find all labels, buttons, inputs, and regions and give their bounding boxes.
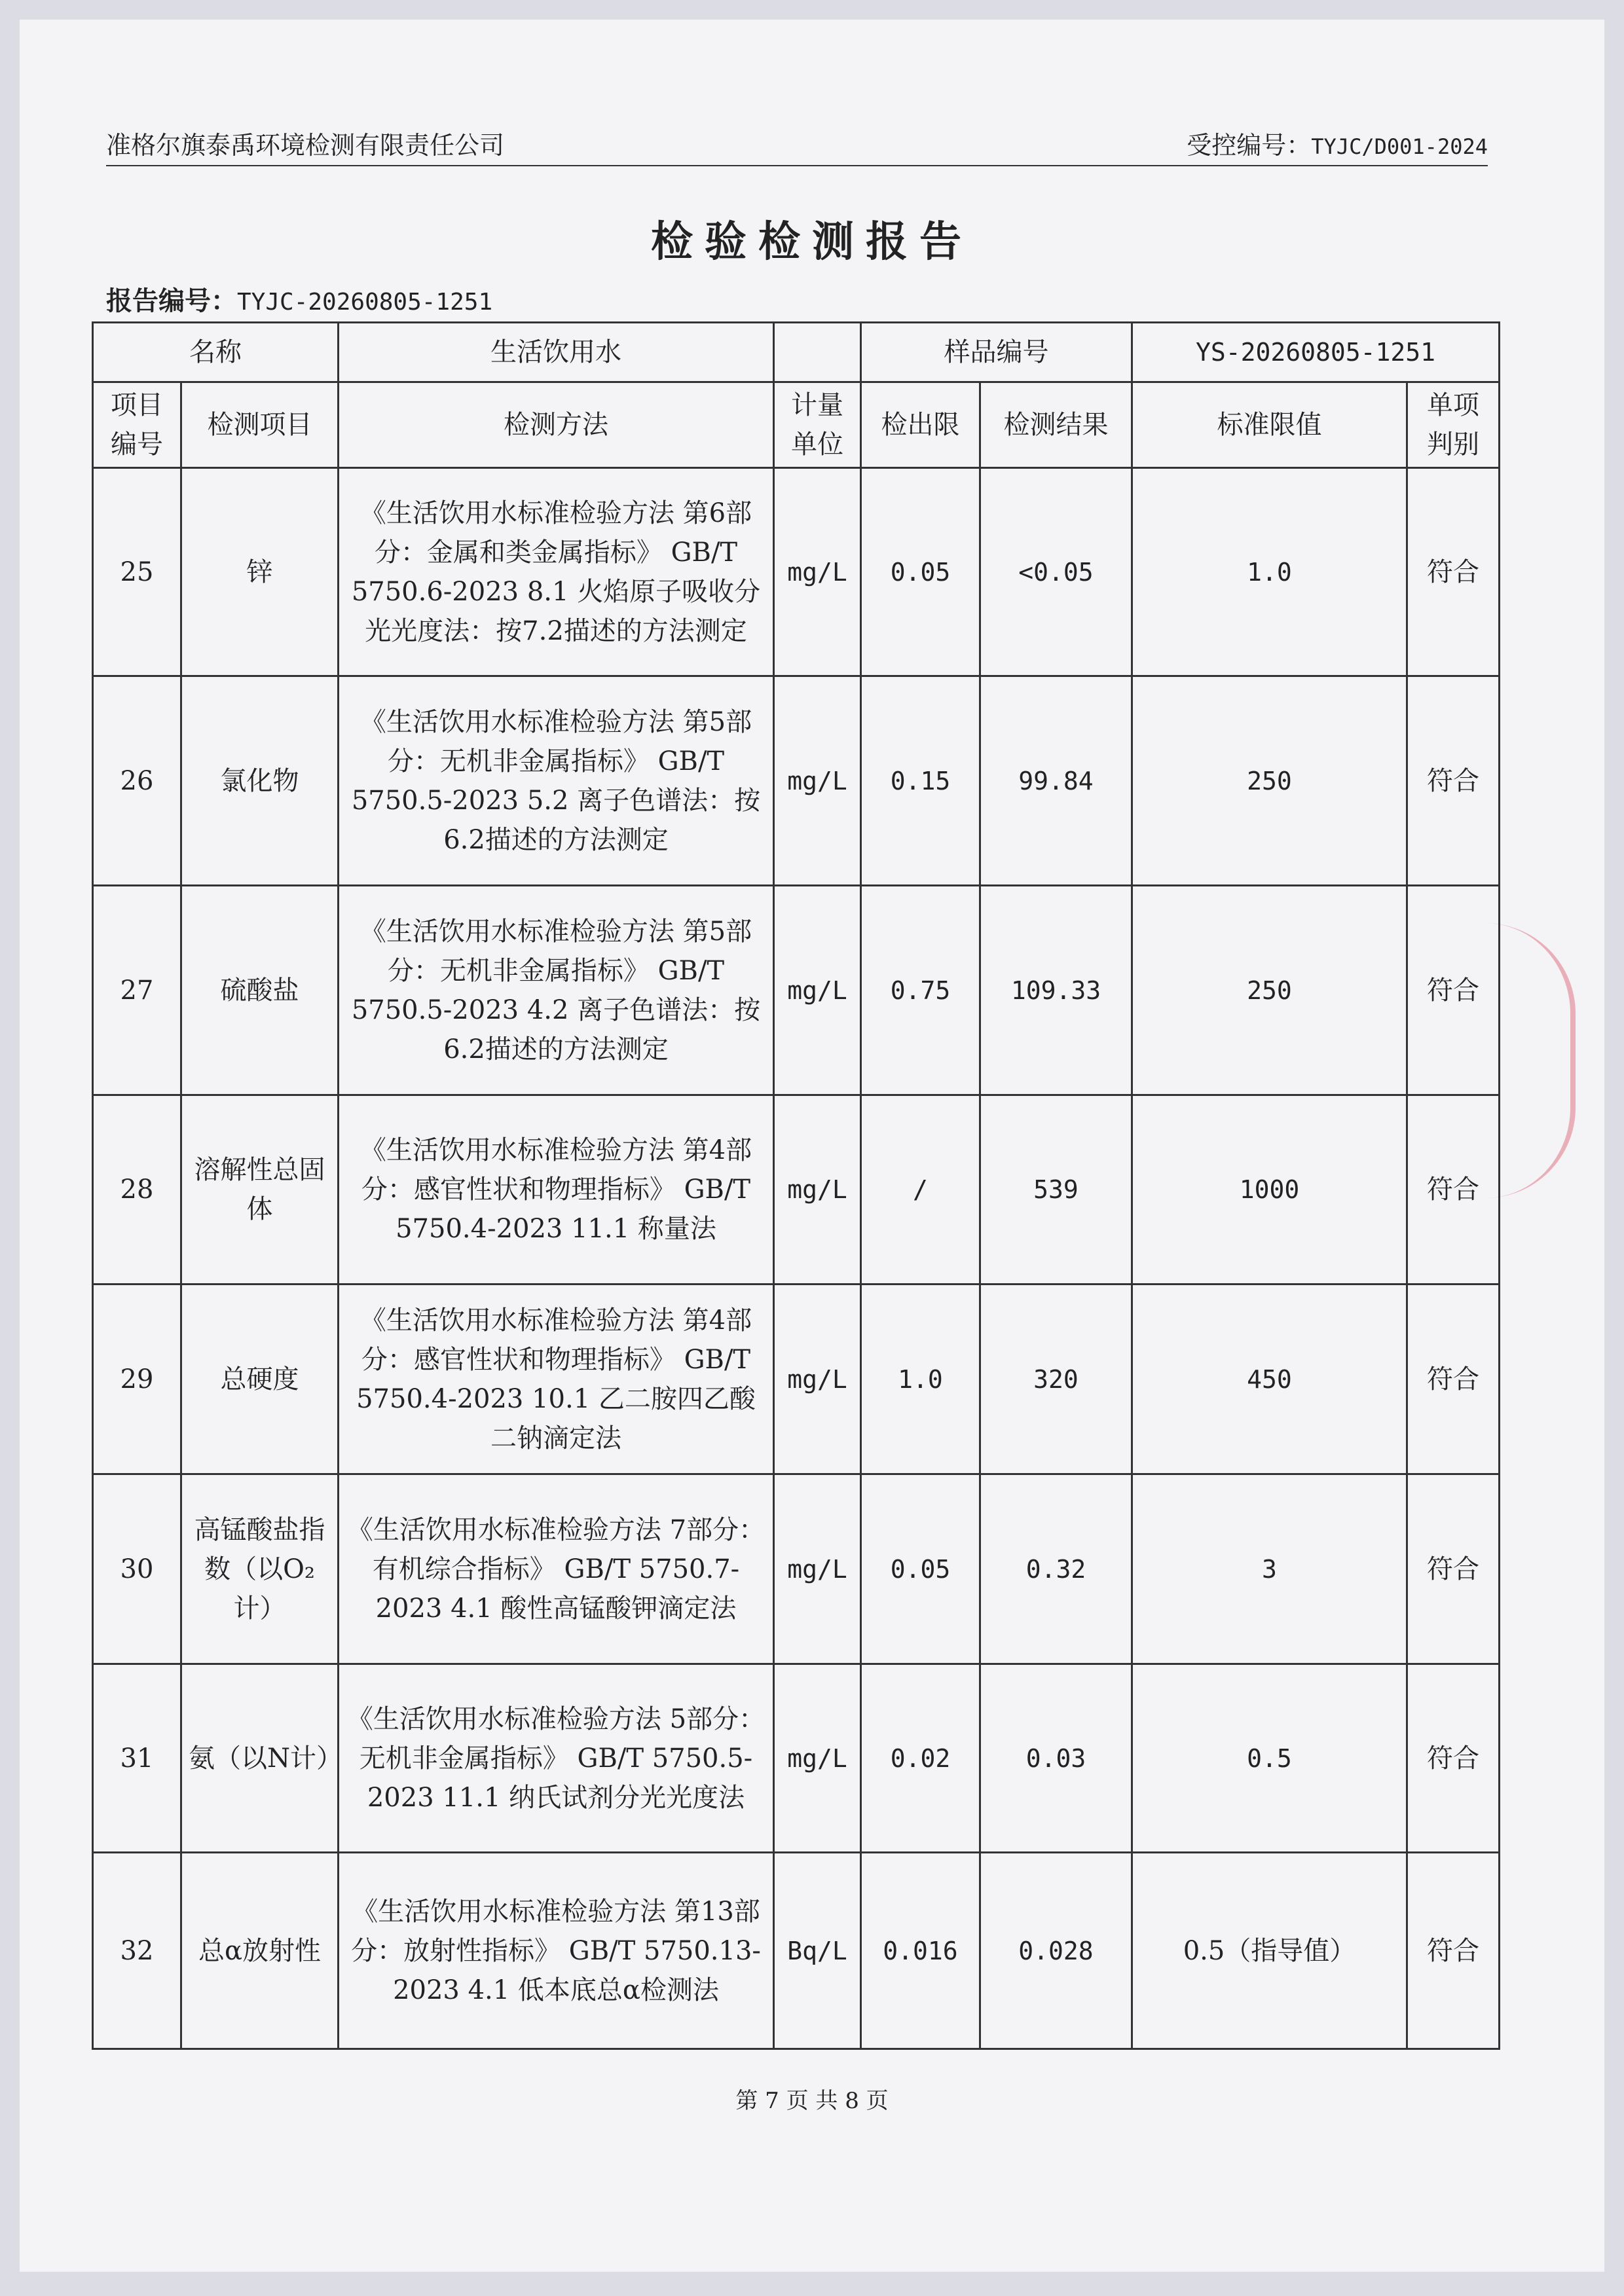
page-header bbox=[106, 128, 1488, 166]
row-judge: 符合 bbox=[1407, 1853, 1500, 2049]
row-method: 《生活饮用水标准检验方法 第4部分：感官性状和物理指标》 GB/T 5750.4-2023 11.1 称量法 bbox=[339, 1095, 774, 1285]
row-method: 《生活饮用水标准检验方法 第5部分：无机非金属指标》 GB/T 5750.5-2023 4.2 离子色谱法：按6.2描述的方法测定 bbox=[339, 886, 774, 1095]
row-no: 32 bbox=[93, 1853, 181, 2049]
row-no: 30 bbox=[93, 1474, 181, 1664]
row-no: 31 bbox=[93, 1664, 181, 1853]
col-limit: 检出限 bbox=[861, 382, 980, 468]
col-method: 检测方法 bbox=[339, 382, 774, 468]
col-result: 检测结果 bbox=[980, 382, 1132, 468]
row-standard: 250 bbox=[1132, 676, 1407, 886]
row-method: 《生活饮用水标准检验方法 5部分： 无机非金属指标》 GB/T 5750.5-2023 11.1 纳氏试剂分光光度法 bbox=[339, 1664, 774, 1853]
row-item: 总硬度 bbox=[181, 1285, 339, 1474]
row-standard: 0.5（指导值） bbox=[1132, 1853, 1407, 2049]
row-unit: mg/L bbox=[774, 1474, 861, 1664]
table-row bbox=[93, 1853, 1500, 2049]
row-limit: 0.05 bbox=[861, 468, 980, 676]
row-standard: 250 bbox=[1132, 886, 1407, 1095]
sample-empty-cell bbox=[774, 323, 861, 382]
table-row bbox=[93, 676, 1500, 886]
row-no: 29 bbox=[93, 1285, 181, 1474]
table-row bbox=[93, 1285, 1500, 1474]
row-judge: 符合 bbox=[1407, 1095, 1500, 1285]
row-method: 《生活饮用水标准检验方法 第6部分：金属和类金属指标》 GB/T 5750.6-2023 8.1 火焰原子吸收分光光度法：按7.2描述的方法测定 bbox=[339, 468, 774, 676]
control-code: TYJC/D001-2024 bbox=[1311, 134, 1488, 159]
row-judge: 符合 bbox=[1407, 676, 1500, 886]
sample-no-label: 样品编号 bbox=[861, 323, 1132, 382]
row-judge: 符合 bbox=[1407, 468, 1500, 676]
table-row bbox=[93, 1474, 1500, 1664]
row-item: 氨（以N计） bbox=[181, 1664, 339, 1853]
row-limit: 0.05 bbox=[861, 1474, 980, 1664]
row-result: 0.03 bbox=[980, 1664, 1132, 1853]
col-item: 检测项目 bbox=[181, 382, 339, 468]
row-no: 27 bbox=[93, 886, 181, 1095]
row-judge: 符合 bbox=[1407, 886, 1500, 1095]
row-result: 99.84 bbox=[980, 676, 1132, 886]
row-unit: mg/L bbox=[774, 1095, 861, 1285]
report-number bbox=[106, 280, 492, 318]
row-method: 《生活饮用水标准检验方法 第13部分：放射性指标》 GB/T 5750.13-2023 4.1 低本底总α检测法 bbox=[339, 1853, 774, 2049]
row-result: 0.028 bbox=[980, 1853, 1132, 2049]
sample-name: 生活饮用水 bbox=[339, 323, 774, 382]
sample-name-label: 名称 bbox=[93, 323, 339, 382]
table-row bbox=[93, 468, 1500, 676]
row-limit: 0.15 bbox=[861, 676, 980, 886]
row-limit: 0.75 bbox=[861, 886, 980, 1095]
row-unit: Bq/L bbox=[774, 1853, 861, 2049]
row-judge: 符合 bbox=[1407, 1285, 1500, 1474]
row-unit: mg/L bbox=[774, 886, 861, 1095]
row-result: 539 bbox=[980, 1095, 1132, 1285]
row-unit: mg/L bbox=[774, 1285, 861, 1474]
row-limit: 0.02 bbox=[861, 1664, 980, 1853]
row-method: 《生活饮用水标准检验方法 第5部分：无机非金属指标》 GB/T 5750.5-2023 5.2 离子色谱法：按6.2描述的方法测定 bbox=[339, 676, 774, 886]
row-no: 25 bbox=[93, 468, 181, 676]
row-item: 锌 bbox=[181, 468, 339, 676]
report-number-label: 报告编号： bbox=[106, 285, 237, 316]
row-result: <0.05 bbox=[980, 468, 1132, 676]
row-standard: 1.0 bbox=[1132, 468, 1407, 676]
row-limit: 1.0 bbox=[861, 1285, 980, 1474]
report-title: 检验检测报告 bbox=[651, 218, 973, 266]
row-standard: 450 bbox=[1132, 1285, 1407, 1474]
row-item: 氯化物 bbox=[181, 676, 339, 886]
row-result: 109.33 bbox=[980, 886, 1132, 1095]
table-row bbox=[93, 886, 1500, 1095]
row-item: 总α放射性 bbox=[181, 1853, 339, 2049]
row-limit: 0.016 bbox=[861, 1853, 980, 2049]
row-judge: 符合 bbox=[1407, 1664, 1500, 1853]
row-item: 高锰酸盐指数（以O₂计） bbox=[181, 1474, 339, 1664]
table-row bbox=[93, 1095, 1500, 1285]
column-header-row bbox=[93, 382, 1500, 468]
col-standard: 标准限值 bbox=[1132, 382, 1407, 468]
row-unit: mg/L bbox=[774, 1664, 861, 1853]
row-item: 溶解性总固体 bbox=[181, 1095, 339, 1285]
row-limit: / bbox=[861, 1095, 980, 1285]
table-row bbox=[93, 1664, 1500, 1853]
sample-info-row bbox=[93, 323, 1500, 382]
row-standard: 0.5 bbox=[1132, 1664, 1407, 1853]
control-label: 受控编号： bbox=[1187, 131, 1312, 160]
row-method: 《生活饮用水标准检验方法 第4部分：感官性状和物理指标》 GB/T 5750.4-2023 10.1 乙二胺四乙酸二钠滴定法 bbox=[339, 1285, 774, 1474]
row-standard: 1000 bbox=[1132, 1095, 1407, 1285]
row-judge: 符合 bbox=[1407, 1474, 1500, 1664]
control-number bbox=[1187, 125, 1488, 161]
company-name: 准格尔旗泰禹环境检测有限责任公司 bbox=[106, 131, 505, 160]
row-no: 28 bbox=[93, 1095, 181, 1285]
page-footer: 第 7 页 共 8 页 bbox=[735, 2088, 889, 2114]
row-no: 26 bbox=[93, 676, 181, 886]
col-item-no: 项目编号 bbox=[93, 382, 181, 468]
results-table bbox=[92, 321, 1500, 2050]
row-unit: mg/L bbox=[774, 468, 861, 676]
row-result: 320 bbox=[980, 1285, 1132, 1474]
row-method: 《生活饮用水标准检验方法 7部分： 有机综合指标》 GB/T 5750.7-2023 4.1 酸性高锰酸钾滴定法 bbox=[339, 1474, 774, 1664]
report-number-value: TYJC-20260805-1251 bbox=[237, 289, 493, 316]
row-result: 0.32 bbox=[980, 1474, 1132, 1664]
row-item: 硫酸盐 bbox=[181, 886, 339, 1095]
row-standard: 3 bbox=[1132, 1474, 1407, 1664]
row-unit: mg/L bbox=[774, 676, 861, 886]
col-judge: 单项判别 bbox=[1407, 382, 1500, 468]
col-unit: 计量单位 bbox=[774, 382, 861, 468]
sample-no: YS-20260805-1251 bbox=[1132, 323, 1500, 382]
